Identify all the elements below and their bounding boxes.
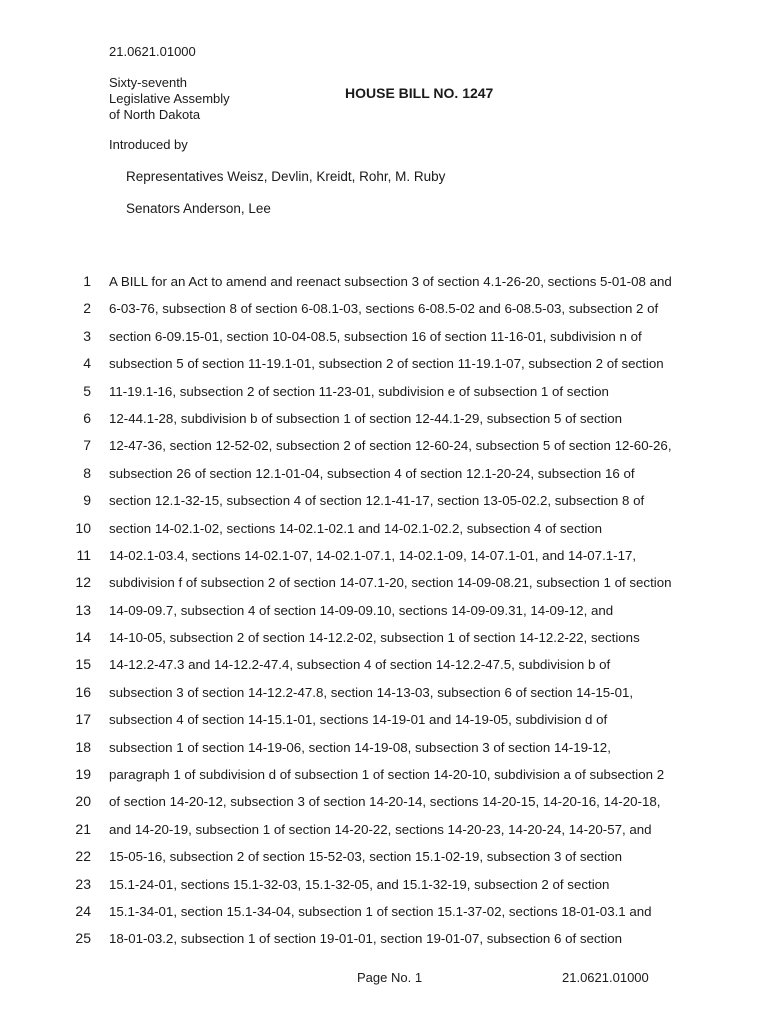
bill-line xyxy=(0,322,768,349)
bill-line xyxy=(0,349,768,376)
line-number: 25 xyxy=(75,930,91,947)
line-number: 17 xyxy=(75,711,91,728)
line-text: section 12.1-32-15, subsection 4 of section 12.1-41-17, section 13-05-02.2, subsection 8 of xyxy=(109,493,645,509)
bill-line xyxy=(0,404,768,431)
line-number: 15 xyxy=(75,656,91,673)
line-text: subsection 5 of section 11-19.1-01, subsection 2 of section 11-19.1-07, subsection 2 of section xyxy=(109,356,664,372)
bill-line xyxy=(0,705,768,732)
line-text: subsection 4 of section 14-15.1-01, sections 14-19-01 and 14-19-05, subdivision d of xyxy=(109,712,608,728)
bill-line xyxy=(0,431,768,458)
line-text: 18-01-03.2, subsection 1 of section 19-01-01, section 19-01-07, subsection 6 of section xyxy=(109,931,622,947)
line-number: 7 xyxy=(83,437,91,454)
line-number: 19 xyxy=(75,766,91,783)
bill-line xyxy=(0,377,768,404)
bill-line xyxy=(0,787,768,814)
bill-line xyxy=(0,514,768,541)
line-text: 11-19.1-16, subsection 2 of section 11-23-01, subdivision e of subsection 1 of section xyxy=(109,383,609,399)
line-text: section 14-02.1-02, sections 14-02.1-02.1 and 14-02.1-02.2, subsection 4 of section xyxy=(109,520,603,536)
line-text: A BILL for an Act to amend and reenact subsection 3 of section 4.1-26-20, sections 5-01-08 and xyxy=(109,274,672,289)
line-text: of section 14-20-12, subsection 3 of section 14-20-14, sections 14-20-15, 14-20-16, 14-20-18, xyxy=(109,794,661,810)
line-text: 15-05-16, subsection 2 of section 15-52-03, section 15.1-02-19, subsection 3 of section xyxy=(109,849,622,865)
line-number: 8 xyxy=(83,464,91,481)
line-text: 15.1-34-01, section 15.1-34-04, subsection 1 of section 15.1-37-02, sections 18-01-03.1 and xyxy=(109,903,652,919)
line-text: subdivision f of subsection 2 of section 14-07.1-20, section 14-09-08.21, subsection 1 of section xyxy=(109,575,672,591)
senators-list: Senators Anderson, Lee xyxy=(126,201,271,216)
bill-line xyxy=(0,650,768,677)
bill-line xyxy=(0,459,768,486)
line-number: 14 xyxy=(75,629,91,646)
line-number: 20 xyxy=(75,793,91,810)
line-number: 18 xyxy=(75,738,91,755)
line-text: 14-10-05, subsection 2 of section 14-12.2-02, subsection 1 of section 14-12.2-22, sections xyxy=(109,630,640,646)
line-text: section 6-09.15-01, section 10-04-08.5, subsection 16 of section 11-16-01, subdivision n of xyxy=(109,328,642,344)
line-number: 11 xyxy=(76,546,91,563)
line-text: subsection 26 of section 12.1-01-04, subsection 4 of section 12.1-20-24, subsection 16 of xyxy=(109,465,635,481)
assembly-block xyxy=(109,75,230,123)
line-number: 3 xyxy=(83,327,91,344)
line-text: 14-02.1-03.4, sections 14-02.1-07, 14-02.1-07.1, 14-02.1-09, 14-07.1-01, and 14-07.1-17, xyxy=(109,547,637,563)
bill-line xyxy=(0,842,768,869)
bill-line xyxy=(0,897,768,924)
line-number: 5 xyxy=(83,382,91,399)
line-text: 14-09-09.7, subsection 4 of section 14-09-09.10, sections 14-09-09.31, 14-09-12, and xyxy=(109,602,614,618)
bill-line xyxy=(0,568,768,595)
bill-line xyxy=(0,294,768,321)
line-text: and 14-20-19, subsection 1 of section 14-20-22, sections 14-20-23, 14-20-24, 14-20-57, and xyxy=(109,821,652,837)
bill-text xyxy=(0,267,768,952)
line-number: 9 xyxy=(83,492,91,509)
page-number: Page No. 1 xyxy=(357,970,423,985)
line-number: 23 xyxy=(75,875,91,892)
assembly-line-3: of North Dakota xyxy=(109,107,201,122)
introduced-by-label: Introduced by xyxy=(109,137,188,152)
line-text: 6-03-76, subsection 8 of section 6-08.1-03, sections 6-08.5-02 and 6-08.5-03, subsection 2 of xyxy=(109,301,659,317)
bill-title: HOUSE BILL NO. 1247 xyxy=(345,85,494,101)
bill-line xyxy=(0,678,768,705)
line-text: 15.1-24-01, sections 15.1-32-03, 15.1-32-05, and 15.1-32-19, subsection 2 of section xyxy=(109,876,610,892)
bill-line xyxy=(0,924,768,951)
bill-line xyxy=(0,870,768,897)
bill-line xyxy=(0,267,768,294)
line-number: 22 xyxy=(75,848,91,865)
line-text: subsection 3 of section 14-12.2-47.8, section 14-13-03, subsection 6 of section 14-15-01, xyxy=(109,684,634,700)
line-number: 1 xyxy=(83,273,91,289)
footer-document-id: 21.0621.01000 xyxy=(562,970,649,985)
line-text: 14-12.2-47.3 and 14-12.2-47.4, subsection 4 of section 14-12.2-47.5, subdivision b of xyxy=(109,657,611,673)
line-number: 10 xyxy=(75,519,91,536)
line-number: 24 xyxy=(75,902,91,919)
bill-line xyxy=(0,733,768,760)
line-text: 12-47-36, section 12-52-02, subsection 2 of section 12-60-24, subsection 5 of section 12-60-26, xyxy=(109,438,672,454)
bill-line xyxy=(0,596,768,623)
line-number: 2 xyxy=(83,300,91,317)
assembly-line-2: Legislative Assembly xyxy=(109,91,230,106)
line-number: 21 xyxy=(75,820,91,837)
bill-line xyxy=(0,815,768,842)
line-text: 12-44.1-28, subdivision b of subsection 1 of section 12-44.1-29, subsection 5 of section xyxy=(109,410,622,426)
representatives-list: Representatives Weisz, Devlin, Kreidt, Rohr, M. Ruby xyxy=(126,169,446,184)
line-number: 13 xyxy=(75,601,91,618)
bill-line xyxy=(0,760,768,787)
bill-line xyxy=(0,623,768,650)
document-id: 21.0621.01000 xyxy=(109,44,196,59)
assembly-line-1: Sixty-seventh xyxy=(109,75,188,90)
line-number: 16 xyxy=(75,683,91,700)
bill-line xyxy=(0,486,768,513)
line-number: 12 xyxy=(75,574,91,591)
line-text: paragraph 1 of subdivision d of subsection 1 of section 14-20-10, subdivision a of subsection 2 xyxy=(109,767,665,783)
bill-line xyxy=(0,541,768,568)
line-number: 6 xyxy=(83,409,91,426)
line-text: subsection 1 of section 14-19-06, section 14-19-08, subsection 3 of section 14-19-12, xyxy=(109,739,611,755)
line-number: 4 xyxy=(83,355,91,372)
